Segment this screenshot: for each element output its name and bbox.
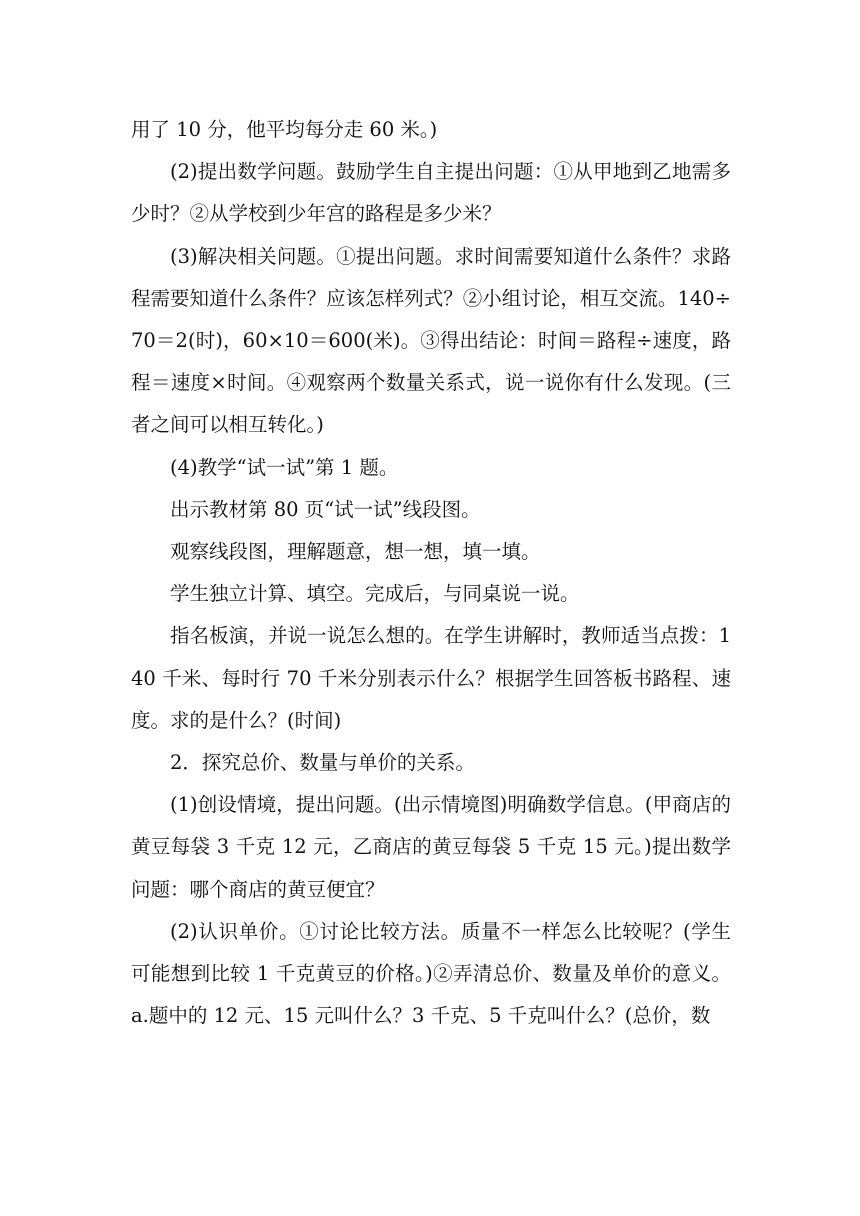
paragraph-try-it: (4)教学“试一试”第 1 题。 (170, 455, 399, 479)
paragraph-board-demo: 指名板演，并说一说怎么想的。在学生讲解时，教师适当点拨：140 千米、每时行 70 千米分别表示什么？根据学生回答板书路程、速度。求的是什么？(时间) (131, 624, 731, 732)
paragraph-create-situation: (1)创设情境，提出问题。(出示情境图)明确数学信息。(甲商店的黄豆每袋 3 千克 12 元，乙商店的黄豆每袋 5 千克 15 元。)提出数学问题：哪个商店的黄豆便宜？ (131, 793, 731, 901)
document-page (131, 109, 731, 1037)
section-heading-price-relation: 2．探究总价、数量与单价的关系。 (170, 751, 475, 775)
paragraph-show-diagram: 出示教材第 80 页“试一试”线段图。 (170, 497, 481, 521)
paragraph-independent-work: 学生独立计算、填空。完成后，与同桌说一说。 (170, 582, 580, 606)
paragraph-unit-price: (2)认识单价。①讨论比较方法。质量不一样怎么比较呢？(学生可能想到比较 1 千克黄豆的价格。)②弄清总价、数量及单价的意义。a.题中的 12 元、15 元叫什么？3 千克、5 千克叫什么？(总价，数 (131, 919, 731, 1028)
paragraph-observe-diagram: 观察线段图，理解题意，想一想，填一填。 (170, 540, 541, 564)
paragraph-continuation: 用了 10 分，他平均每分走 60 米。) (131, 118, 438, 141)
paragraph-propose-problem: (2)提出数学问题。鼓励学生自主提出问题：①从甲地到乙地需多少时？②从学校到少年宫的路程是多少米？ (131, 160, 731, 226)
paragraph-solve-problem: (3)解决相关问题。①提出问题。求时间需要知道什么条件？求路程需要知道什么条件？应该怎样列式？②小组讨论，相互交流。140÷70＝2(时)，60×10＝600(米)。③得出结论：时间＝路程÷速度，路程＝速度×时间。④观察两个数量关系式，说一说你有什么发现。(三者之间可以相互转化。) (131, 244, 731, 437)
